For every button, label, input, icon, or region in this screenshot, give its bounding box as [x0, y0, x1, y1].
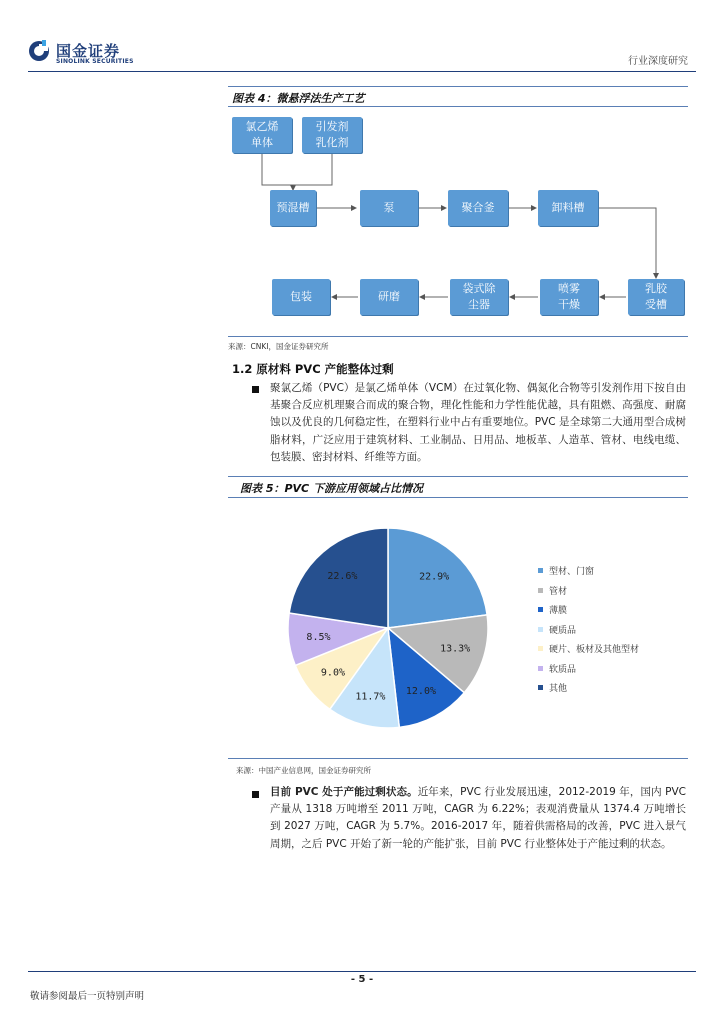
- pie-chart: [228, 500, 528, 750]
- report-type: 行业深度研究: [628, 56, 688, 67]
- figure-rule: [228, 336, 688, 337]
- flow-box-pump: 泵: [360, 190, 418, 226]
- pie-data-label: 22.6%: [327, 570, 358, 582]
- legend-swatch: [538, 607, 543, 612]
- section-paragraph: 聚氯乙烯（PVC）是氯乙烯单体（VCM）在过氧化物、偶氮化合物等引发剂作用下按自由基聚合反应机理聚合而成的聚合物，理化性能和力学性能优越，具有阻燃、高强度、耐腐蚀以及优良的几何稳定性，在塑料行业中占有重要地位。PVC 是全球第二大通用型合成树脂材料，广泛应用于建筑材料、工业制品、日用品、地板革、人造革、管材、电线电缆、包装膜、密封材料、纤维等方面。: [270, 382, 686, 463]
- flow-box-reactor: 聚合釜: [448, 190, 508, 226]
- flow-box-grind: 研磨: [360, 279, 418, 315]
- legend-swatch: [538, 666, 543, 671]
- pie-data-label: 12.0%: [405, 685, 437, 697]
- legend-item: [538, 678, 639, 698]
- legend-item: [538, 600, 639, 620]
- legend-swatch: [538, 568, 543, 573]
- flow-box-pack: 包装: [272, 279, 330, 315]
- capacity-text: 近年来，PVC 行业发展迅速，2012-2019 年，国内 PVC 产量从 1318 万吨增至 2011 万吨，CAGR 为 6.22%；表观消费量从 1374.4 万吨增长到 2027 万吨，CAGR 为 5.7%。2016-2017 年，随着供需格局的改善，PVC 进入景气周期，之后 PVC 开始了新一轮的产能扩张，目前 PVC 行业整体处于产能过剩的状态。: [270, 786, 687, 850]
- chart-legend: [538, 561, 639, 698]
- bullet-marker: [252, 791, 259, 798]
- legend-swatch: [538, 685, 543, 690]
- flow-box-spray: 喷雾 干燥: [540, 279, 598, 315]
- capacity-paragraph: [270, 784, 686, 853]
- legend-item: [538, 581, 639, 601]
- flow-box-unload: 卸料槽: [538, 190, 598, 226]
- legend-label: 其他: [549, 684, 568, 695]
- pie-data-label: 11.7%: [355, 691, 386, 703]
- legend-swatch: [538, 627, 543, 632]
- legend-swatch: [538, 588, 543, 593]
- bullet-marker: [252, 386, 259, 393]
- flow-box-bag: 袋式除 尘器: [450, 279, 508, 315]
- flow-box-premix: 预混槽: [270, 190, 316, 226]
- logo-text: 国金证券: [56, 42, 121, 60]
- legend-item: [538, 620, 639, 640]
- footer-disclaimer: 敬请参阅最后一页特别声明: [30, 991, 145, 1002]
- pie-data-label: 22.9%: [419, 571, 450, 583]
- pie-data-label: 13.3%: [440, 643, 471, 655]
- section-heading: 1.2 原材料 PVC 产能整体过剩: [232, 362, 394, 376]
- flow-box-latex: 乳胶 受槽: [628, 279, 684, 315]
- legend-label: 硬质品: [549, 625, 577, 636]
- flow-box-initiator: 引发剂 乳化剂: [302, 117, 362, 153]
- logo-subtext: SINOLINK SECURITIES: [56, 58, 134, 65]
- figure-rule: [228, 758, 688, 759]
- legend-label: 软质品: [549, 664, 577, 675]
- pie-data-label: 8.5%: [306, 632, 331, 644]
- figure-rule: [228, 497, 688, 498]
- legend-label: 薄膜: [549, 606, 568, 617]
- footer-divider: [28, 971, 696, 972]
- flow-box-vcm: 氯乙烯 单体: [232, 117, 292, 153]
- legend-label: 管材: [549, 586, 568, 597]
- legend-item: [538, 639, 639, 659]
- figure4-source: 来源：CNKI，国金证券研究所: [228, 342, 329, 351]
- figure4-title: 图表 4：微悬浮法生产工艺: [232, 92, 365, 105]
- page-number: - 5 -: [350, 974, 374, 985]
- legend-label: 硬片、板材及其他型材: [549, 645, 640, 656]
- legend-item: [538, 561, 639, 581]
- figure-rule: [228, 476, 688, 477]
- pie-data-label: 9.0%: [320, 667, 346, 679]
- legend-label: 型材、门窗: [549, 567, 595, 578]
- figure5-source: 来源：中国产业信息网，国金证券研究所: [236, 766, 371, 775]
- legend-swatch: [538, 646, 543, 651]
- legend-item: [538, 659, 639, 679]
- figure5-title: 图表 5：PVC 下游应用领域占比情况: [240, 482, 423, 495]
- capacity-lead: 目前 PVC 处于产能过剩状态。: [270, 786, 418, 798]
